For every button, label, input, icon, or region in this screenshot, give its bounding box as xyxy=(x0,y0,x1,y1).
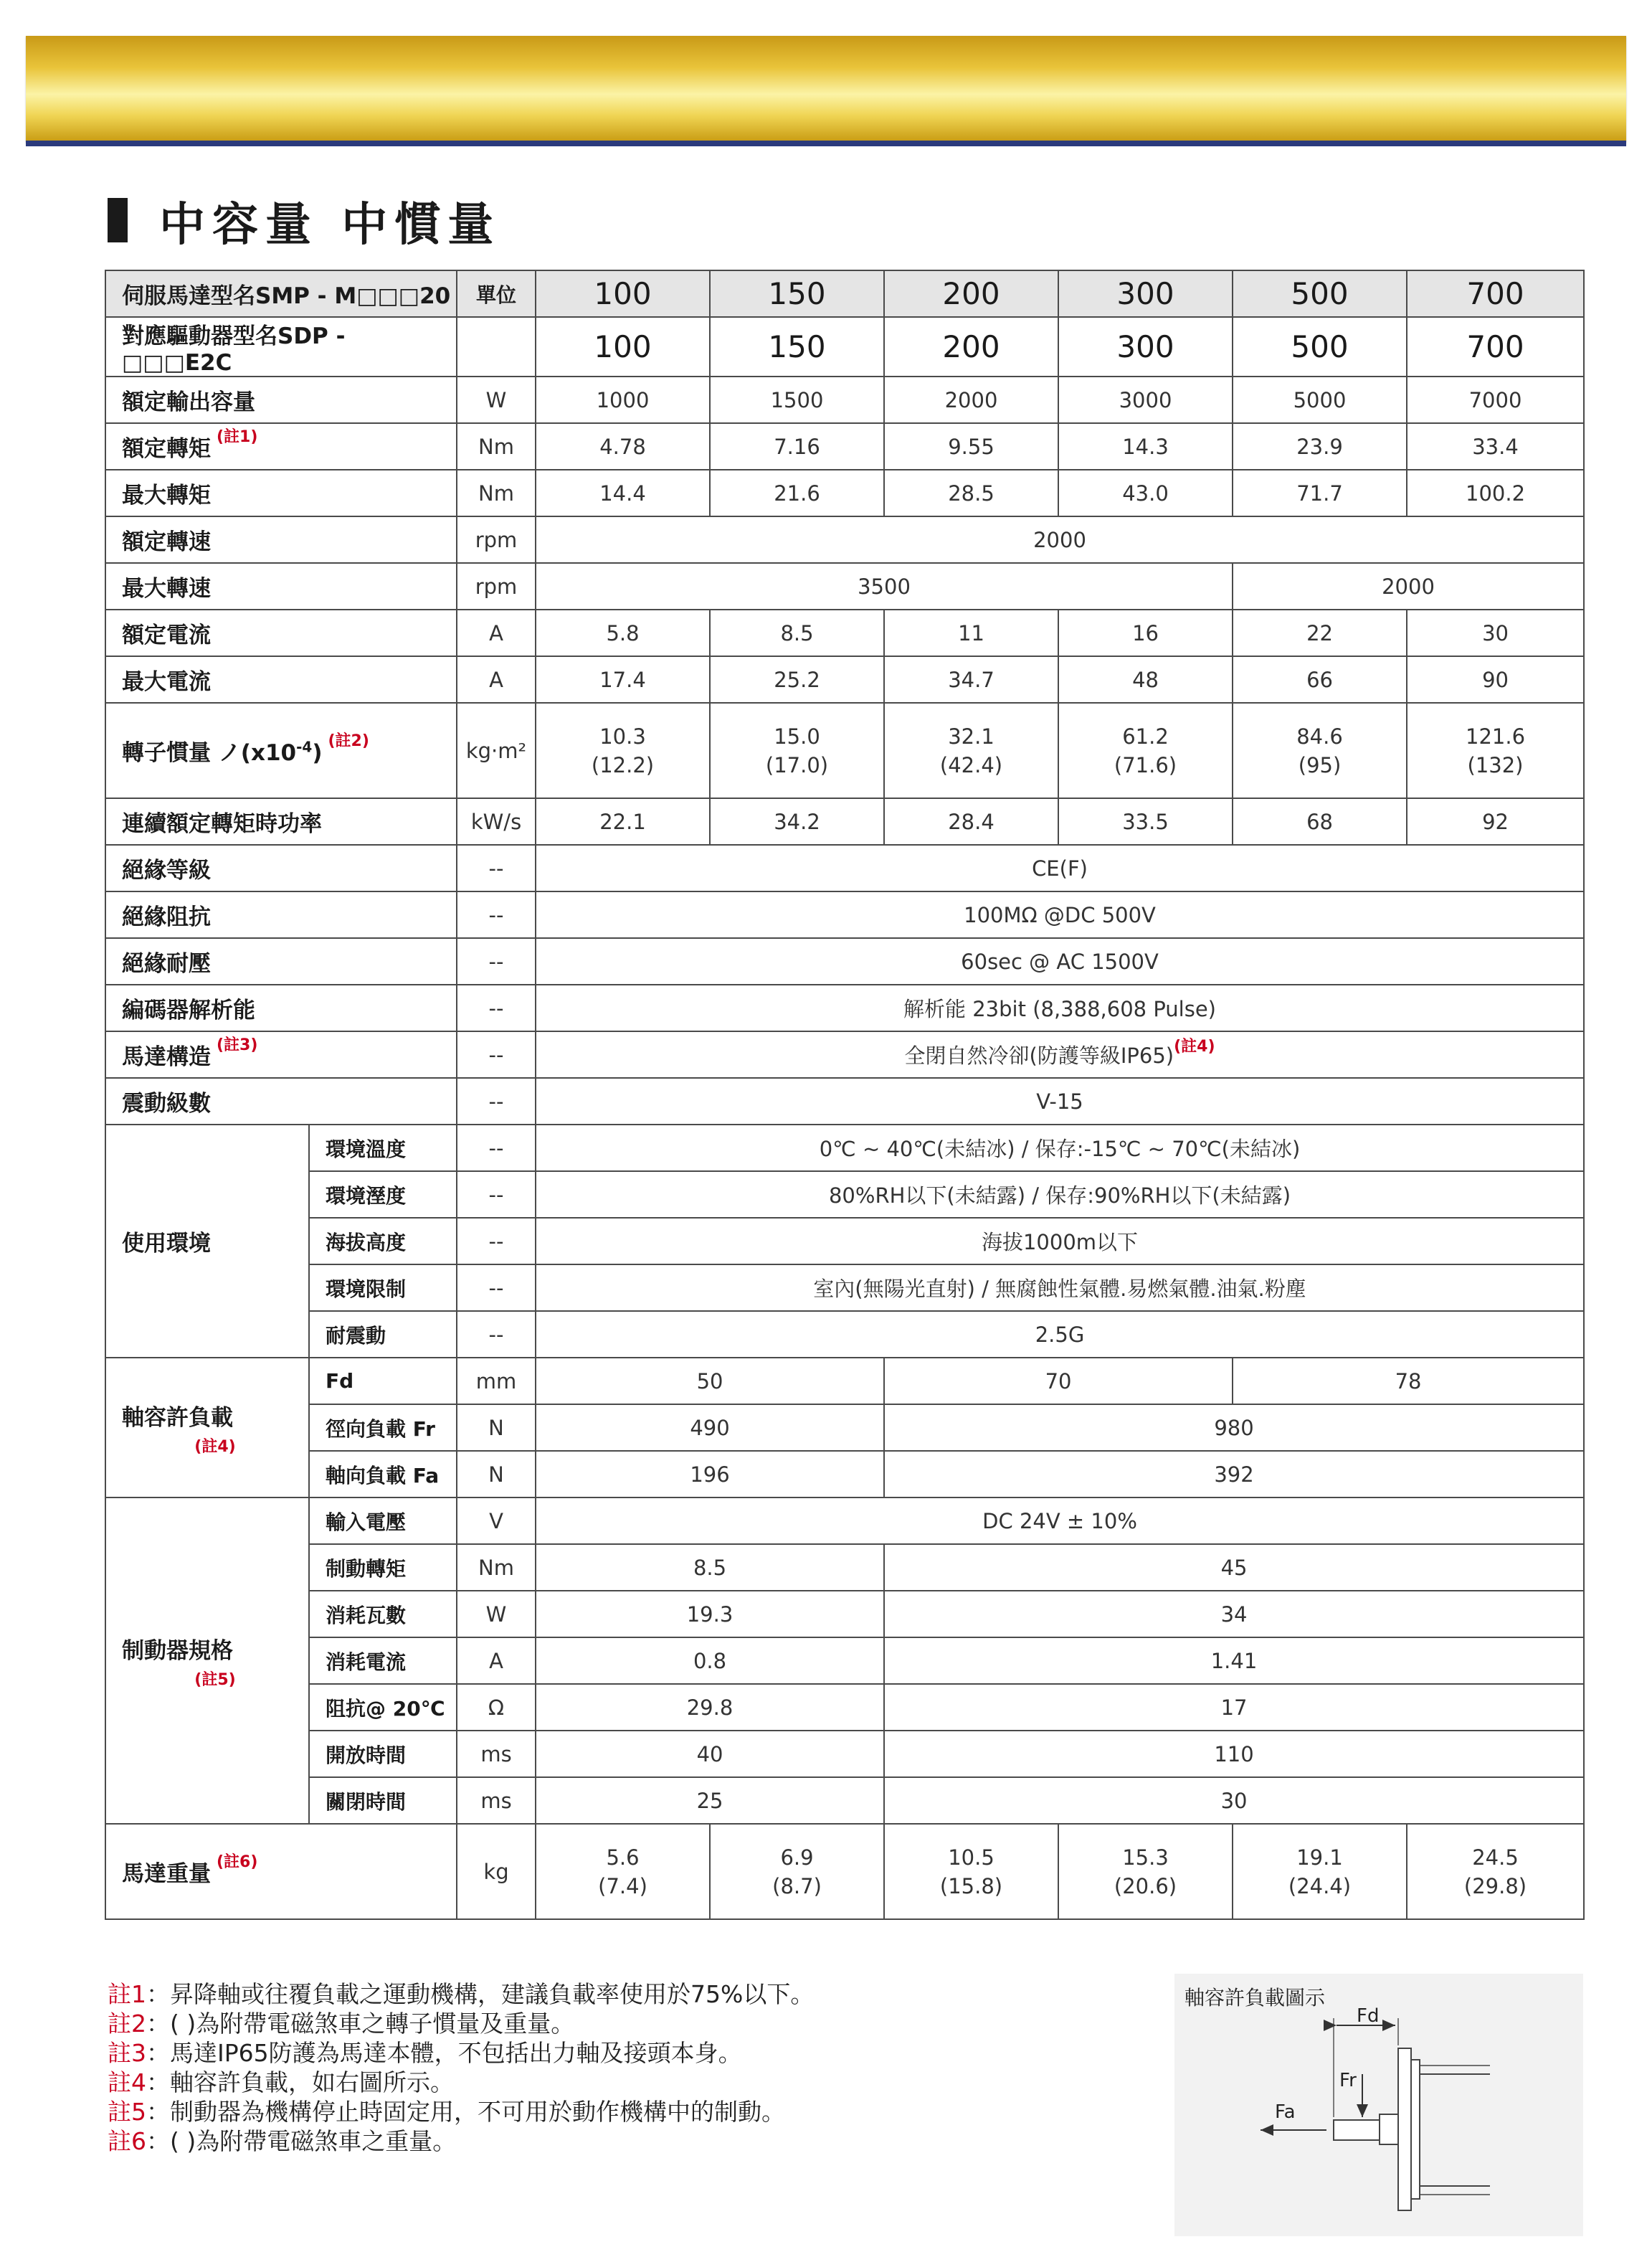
unit-cell: Nm xyxy=(457,423,536,470)
unit-cell: kg·m² xyxy=(457,703,536,798)
value-cell: 48 xyxy=(1058,656,1233,703)
value-cell: 80%RH以下(未結露) / 保存:90%RH以下(未結露) xyxy=(536,1171,1584,1218)
unit-cell: kg xyxy=(457,1824,536,1919)
value-cell: 8.5 xyxy=(710,610,884,656)
encoder-row xyxy=(105,985,1584,1031)
value-cell: 121.6 (132) xyxy=(1407,703,1584,798)
unit-cell: -- xyxy=(457,1031,536,1078)
sub-label: 阻抗@ 20℃ xyxy=(309,1684,457,1731)
header-banner xyxy=(26,36,1626,142)
motor-model: 150 xyxy=(710,270,884,317)
environment-row xyxy=(105,1264,1584,1311)
value-cell: 392 xyxy=(884,1451,1584,1497)
value-cell: 海拔1000m以下 xyxy=(536,1218,1584,1264)
value-cell: 2.5G xyxy=(536,1311,1584,1358)
unit-cell: Ω xyxy=(457,1684,536,1731)
value-cell: 9.55 xyxy=(884,423,1058,470)
value-cell: 28.5 xyxy=(884,470,1058,516)
value-cell: 22.1 xyxy=(536,798,710,845)
sub-label: 關閉時間 xyxy=(309,1777,457,1824)
value-cell: 68 xyxy=(1233,798,1407,845)
footnote: 註6：( )為附帶電磁煞車之重量。 xyxy=(108,2127,457,2155)
row-label: 編碼器解析能 xyxy=(105,985,457,1031)
value-cell: 90 xyxy=(1407,656,1584,703)
environment-row xyxy=(105,1311,1584,1358)
value-cell: 32.1 (42.4) xyxy=(884,703,1058,798)
rated-speed-row xyxy=(105,516,1584,563)
value-cell: 16 xyxy=(1058,610,1233,656)
value-cell: 2000 xyxy=(536,516,1584,563)
value-cell: 70 xyxy=(884,1358,1233,1404)
sub-label: 輸入電壓 xyxy=(309,1497,457,1544)
footnotes xyxy=(108,1979,814,2156)
group-label: 軸容許負載 (註4) xyxy=(105,1358,309,1497)
structure-row xyxy=(105,1031,1584,1078)
value-cell: 196 xyxy=(536,1451,884,1497)
unit-cell: kW/s xyxy=(457,798,536,845)
sub-label: 環境溫度 xyxy=(309,1125,457,1171)
row-label: 額定轉矩 $^{(註1)}$ xyxy=(105,423,457,470)
group-label: 制動器規格 (註5) xyxy=(105,1497,309,1824)
weight-row xyxy=(105,1824,1584,1919)
max-torque-row xyxy=(105,470,1584,516)
driver-model: 200 xyxy=(884,317,1058,377)
value-cell: 2000 xyxy=(1233,563,1584,610)
value-cell: 17.4 xyxy=(536,656,710,703)
driver-model: 100 xyxy=(536,317,710,377)
withstand-voltage-row xyxy=(105,938,1584,985)
row-label: 震動級數 xyxy=(105,1078,457,1125)
value-cell: 17 xyxy=(884,1684,1584,1731)
motor-model: 100 xyxy=(536,270,710,317)
insulation-resistance-row xyxy=(105,891,1584,938)
value-cell: 43.0 xyxy=(1058,470,1233,516)
motor-model: 700 xyxy=(1407,270,1584,317)
max-current-row xyxy=(105,656,1584,703)
value-cell: 0.8 xyxy=(536,1637,884,1684)
row-label: 最大電流 xyxy=(105,656,457,703)
footnote: 註4：軸容許負載，如右圖所示。 xyxy=(108,2068,454,2096)
sub-label: 海拔高度 xyxy=(309,1218,457,1264)
sub-label: 開放時間 xyxy=(309,1731,457,1777)
header-underline xyxy=(26,141,1626,146)
unit-cell: W xyxy=(457,377,536,423)
row-label: 最大轉矩 xyxy=(105,470,457,516)
brake-row xyxy=(105,1591,1584,1637)
driver-model: 500 xyxy=(1233,317,1407,377)
value-cell: 30 xyxy=(884,1777,1584,1824)
shaft-load-diagram xyxy=(1174,1974,1583,2236)
unit-cell: -- xyxy=(457,1125,536,1171)
brake-row xyxy=(105,1637,1584,1684)
footnote: 註3：馬達IP65防護為馬達本體，不包括出力軸及接頭本身。 xyxy=(108,2039,742,2067)
brake-row xyxy=(105,1731,1584,1777)
unit-cell: -- xyxy=(457,891,536,938)
unit-cell: -- xyxy=(457,845,536,891)
unit-cell: -- xyxy=(457,1171,536,1218)
row-label: 額定輸出容量 xyxy=(105,377,457,423)
value-cell: 0℃ ~ 40℃(未結冰) / 保存:-15℃ ~ 70℃(未結冰) xyxy=(536,1125,1584,1171)
value-cell: 室內(無陽光直射) / 無腐蝕性氣體.易燃氣體.油氣.粉塵 xyxy=(536,1264,1584,1311)
value-cell: 78 xyxy=(1233,1358,1584,1404)
row-label: 絕緣阻抗 xyxy=(105,891,457,938)
unit-cell: N xyxy=(457,1451,536,1497)
value-cell: 5.6 (7.4) xyxy=(536,1824,710,1919)
value-cell: 8.5 xyxy=(536,1544,884,1591)
value-cell: 1000 xyxy=(536,377,710,423)
value-cell: 5.8 xyxy=(536,610,710,656)
value-cell: 84.6 (95) xyxy=(1233,703,1407,798)
value-cell: V-15 xyxy=(536,1078,1584,1125)
vibration-row xyxy=(105,1078,1584,1125)
value-cell: 34.7 xyxy=(884,656,1058,703)
unit-cell: -- xyxy=(457,1264,536,1311)
driver-model: 700 xyxy=(1407,317,1584,377)
value-cell: 3000 xyxy=(1058,377,1233,423)
value-cell: 15.0 (17.0) xyxy=(710,703,884,798)
value-cell: 34 xyxy=(884,1591,1584,1637)
driver-model-row xyxy=(105,317,1584,377)
sub-label: 徑向負載 Fr xyxy=(309,1404,457,1451)
value-cell: 1500 xyxy=(710,377,884,423)
footnote: 註5：制動器為機構停止時固定用，不可用於動作機構中的制動。 xyxy=(108,2098,785,2126)
row-label: 額定轉速 xyxy=(105,516,457,563)
value-cell: CE(F) xyxy=(536,845,1584,891)
value-cell: 全閉自然冷卻(防護等級IP65)$^{(註4)}$ xyxy=(536,1031,1584,1078)
environment-row xyxy=(105,1125,1584,1171)
sub-label: Fd xyxy=(309,1358,457,1404)
shaft-load-row xyxy=(105,1358,1584,1404)
note-ref: (註5) xyxy=(194,1670,236,1689)
note-ref: (註4) xyxy=(1174,1038,1215,1056)
group-label: 使用環境 xyxy=(105,1125,309,1358)
value-cell: 25 xyxy=(536,1777,884,1824)
motor-model-label: 伺服馬達型名SMP - M□□□20 xyxy=(105,270,457,317)
value-cell: 5000 xyxy=(1233,377,1407,423)
rated-output-row xyxy=(105,377,1584,423)
unit-cell: Nm xyxy=(457,1544,536,1591)
sub-label: 制動轉矩 xyxy=(309,1544,457,1591)
driver-model: 300 xyxy=(1058,317,1233,377)
unit-header: 單位 xyxy=(457,270,536,317)
value-cell: 29.8 xyxy=(536,1684,884,1731)
brake-row xyxy=(105,1497,1584,1544)
footnote: 註2：( )為附帶電磁煞車之轉子慣量及重量。 xyxy=(108,2010,575,2038)
unit-cell: -- xyxy=(457,1311,536,1358)
value-cell: 2000 xyxy=(884,377,1058,423)
motor-model: 500 xyxy=(1233,270,1407,317)
unit-cell: rpm xyxy=(457,516,536,563)
unit-cell xyxy=(457,317,536,377)
value-cell: 解析能 23bit (8,388,608 Pulse) xyxy=(536,985,1584,1031)
value-cell: 21.6 xyxy=(710,470,884,516)
fr-label: Fr xyxy=(1339,2070,1357,2091)
sub-label: 軸向負載 Fa xyxy=(309,1451,457,1497)
note-ref: (註1) xyxy=(217,428,258,446)
value-cell: 7.16 xyxy=(710,423,884,470)
environment-row xyxy=(105,1171,1584,1218)
note-ref: (註6) xyxy=(217,1853,258,1871)
unit-cell: -- xyxy=(457,985,536,1031)
motor-model-row xyxy=(105,270,1584,317)
brake-row xyxy=(105,1544,1584,1591)
value-cell: 33.5 xyxy=(1058,798,1233,845)
value-cell: 110 xyxy=(884,1731,1584,1777)
environment-row xyxy=(105,1218,1584,1264)
value-cell: 50 xyxy=(536,1358,884,1404)
power-rate-row xyxy=(105,798,1584,845)
value-cell: 14.3 xyxy=(1058,423,1233,470)
page-title: 中容量 中慣量 xyxy=(159,199,501,252)
shaft-load-row xyxy=(105,1451,1584,1497)
unit-cell: V xyxy=(457,1497,536,1544)
value-cell: 19.1 (24.4) xyxy=(1233,1824,1407,1919)
value-cell: 1.41 xyxy=(884,1637,1584,1684)
value-cell: DC 24V ± 10% xyxy=(536,1497,1584,1544)
value-cell: 30 xyxy=(1407,610,1584,656)
row-label: 絕緣耐壓 xyxy=(105,938,457,985)
sub-label: 耐震動 xyxy=(309,1311,457,1358)
max-speed-row xyxy=(105,563,1584,610)
unit-cell: W xyxy=(457,1591,536,1637)
sub-label: 環境溼度 xyxy=(309,1171,457,1218)
shaft-load-row xyxy=(105,1404,1584,1451)
value-cell: 33.4 xyxy=(1407,423,1584,470)
unit-cell: A xyxy=(457,656,536,703)
brake-row xyxy=(105,1777,1584,1824)
value-cell: 15.3 (20.6) xyxy=(1058,1824,1233,1919)
value-cell: 100MΩ @DC 500V xyxy=(536,891,1584,938)
unit-cell: A xyxy=(457,1637,536,1684)
value-cell: 14.4 xyxy=(536,470,710,516)
note-ref: (註2) xyxy=(328,732,369,750)
value-cell: 980 xyxy=(884,1404,1584,1451)
row-label: 連續額定轉矩時功率 xyxy=(105,798,457,845)
title-marker xyxy=(108,198,128,242)
brake-row xyxy=(105,1684,1584,1731)
footnote: 註1：昇降軸或往覆負載之運動機構，建議負載率使用於75%以下。 xyxy=(108,1980,815,2008)
value-cell: 10.5 (15.8) xyxy=(884,1824,1058,1919)
unit-cell: A xyxy=(457,610,536,656)
value-cell: 6.9 (8.7) xyxy=(710,1824,884,1919)
value-cell: 61.2 (71.6) xyxy=(1058,703,1233,798)
value-cell: 19.3 xyxy=(536,1591,884,1637)
unit-cell: Nm xyxy=(457,470,536,516)
note-ref: (註4) xyxy=(194,1437,236,1456)
row-label: 馬達重量 $^{(註6)}$ xyxy=(105,1824,457,1919)
value-cell: 66 xyxy=(1233,656,1407,703)
motor-model: 200 xyxy=(884,270,1058,317)
driver-model: 150 xyxy=(710,317,884,377)
value-cell: 71.7 xyxy=(1233,470,1407,516)
value-cell: 92 xyxy=(1407,798,1584,845)
value-cell: 10.3 (12.2) xyxy=(536,703,710,798)
unit-cell: mm xyxy=(457,1358,536,1404)
sub-label: 消耗電流 xyxy=(309,1637,457,1684)
value-cell: 45 xyxy=(884,1544,1584,1591)
rated-current-row xyxy=(105,610,1584,656)
unit-cell: -- xyxy=(457,938,536,985)
value-cell: 22 xyxy=(1233,610,1407,656)
driver-model-label: 對應驅動器型名SDP - □□□E2C xyxy=(105,317,457,377)
sub-label: 環境限制 xyxy=(309,1264,457,1311)
value-cell: 34.2 xyxy=(710,798,884,845)
spec-table xyxy=(105,270,1585,1920)
value-cell: 25.2 xyxy=(710,656,884,703)
value-cell: 24.5 (29.8) xyxy=(1407,1824,1584,1919)
unit-cell: -- xyxy=(457,1218,536,1264)
value-cell: 11 xyxy=(884,610,1058,656)
value-cell: 28.4 xyxy=(884,798,1058,845)
note-ref: (註3) xyxy=(217,1036,258,1054)
value-cell: 4.78 xyxy=(536,423,710,470)
row-label: 絕緣等級 xyxy=(105,845,457,891)
inertia-row xyxy=(105,703,1584,798)
unit-cell: rpm xyxy=(457,563,536,610)
sub-label: 消耗瓦數 xyxy=(309,1591,457,1637)
value-cell: 23.9 xyxy=(1233,423,1407,470)
motor-model: 300 xyxy=(1058,270,1233,317)
diagram-title: 軸容許負載圖示 xyxy=(1185,1986,1326,2010)
row-label: 最大轉速 xyxy=(105,563,457,610)
row-label: 額定電流 xyxy=(105,610,457,656)
fd-label: Fd xyxy=(1357,2005,1380,2027)
value-cell: 40 xyxy=(536,1731,884,1777)
value-cell: 100.2 xyxy=(1407,470,1584,516)
unit-cell: -- xyxy=(457,1078,536,1125)
row-label: 馬達構造 $^{(註3)}$ xyxy=(105,1031,457,1078)
value-cell: 7000 xyxy=(1407,377,1584,423)
fa-label: Fa xyxy=(1275,2101,1296,2123)
value-cell: 490 xyxy=(536,1404,884,1451)
row-label: 轉子慣量 ノ$(x10^{-4})$ $^{(註2)}$ xyxy=(105,703,457,798)
unit-cell: ms xyxy=(457,1777,536,1824)
unit-cell: N xyxy=(457,1404,536,1451)
rated-torque-row xyxy=(105,423,1584,470)
insulation-class-row xyxy=(105,845,1584,891)
value-cell: 3500 xyxy=(536,563,1233,610)
value-cell: 60sec @ AC 1500V xyxy=(536,938,1584,985)
unit-cell: ms xyxy=(457,1731,536,1777)
